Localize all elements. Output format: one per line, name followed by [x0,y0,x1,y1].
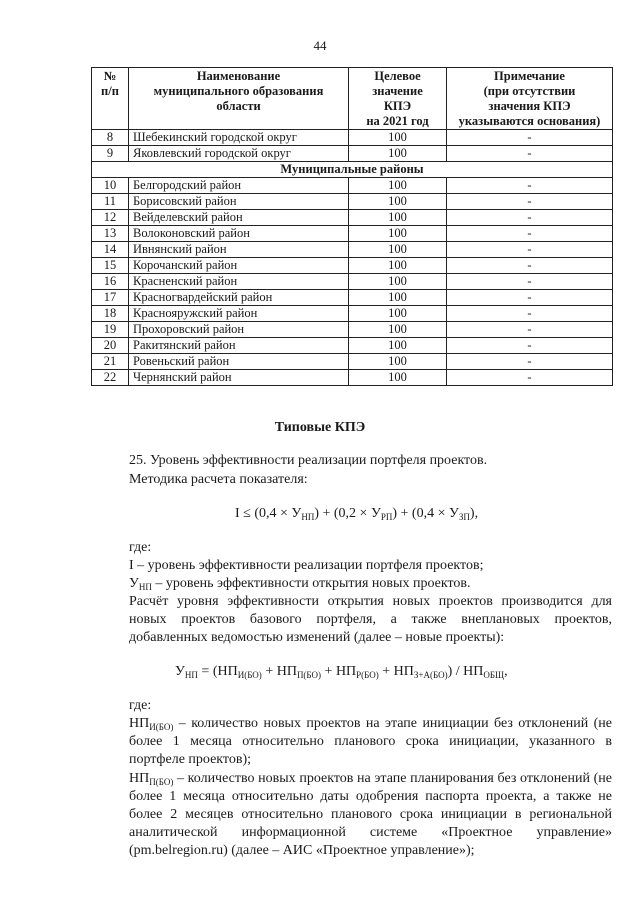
row-note: - [447,194,613,210]
row-number: 21 [92,354,129,370]
header-name-line: Наименование [196,69,281,83]
row-value: 100 [349,130,447,146]
row-note: - [447,226,613,242]
row-number: 10 [92,178,129,194]
table-row [92,146,613,162]
table-row [92,194,613,210]
formula-sub: З+А(БО) [413,670,448,680]
row-note: - [447,290,613,306]
item-title: 25. Уровень эффективности реализации портфеля проектов. [129,453,488,468]
where-label: где: [129,540,152,555]
header-note-title: Примечание [494,69,565,83]
formula-sub: И(БО) [237,670,262,680]
row-name: Яковлевский городской округ [129,146,349,162]
table-row [92,370,613,386]
row-note: - [447,242,613,258]
row-note: - [447,258,613,274]
row-value: 100 [349,370,447,386]
formula-sub: ЗП [458,512,470,522]
header-value-line: на 2021 год [366,114,429,128]
table-row [92,290,613,306]
term-sub: НП [138,582,152,592]
row-note: - [447,130,613,146]
definition-np-initiation [91,715,612,769]
term-sub: П(БО) [149,777,174,787]
row-note: - [447,322,613,338]
row-number: 8 [92,130,129,146]
formula-part: = (НП [197,664,238,679]
formula-part: I ≤ (0,4 × У [235,506,302,521]
term-text: – уровень эффективности открытия новых проектов. [151,576,471,591]
header-num-line: п/п [101,84,119,98]
formula-part: ) + (0,2 × У [314,506,381,521]
formula-part: , [504,664,508,679]
formula-part: ) / НП [447,664,484,679]
table-row [92,338,613,354]
header-value-line: Целевое [374,69,421,83]
row-name: Корочанский район [129,258,349,274]
row-note: - [447,306,613,322]
table-row [92,210,613,226]
formula-sub: НП [184,670,198,680]
formula-sub: НП [301,512,315,522]
row-name: Ивнянский район [129,242,349,258]
row-name: Чернянский район [129,370,349,386]
row-value: 100 [349,226,447,242]
row-note: - [447,370,613,386]
row-note: - [447,338,613,354]
row-value: 100 [349,274,447,290]
table-row [92,226,613,242]
header-note-line: значения КПЭ [488,99,571,113]
method-label: Методика расчета показателя: [129,472,308,487]
formula-part: ) + (0,4 × У [392,506,459,521]
paragraph-calculation: Расчёт уровня эффективности открытия новых проектов производится для новых проектов базового портфеля, а также внеплановых проектов, добавленных ведомостью изменений (далее – новые проекты): [129,594,612,645]
header-value [349,68,447,130]
table-row [92,306,613,322]
row-note: - [447,178,613,194]
row-name: Красненский район [129,274,349,290]
formula-part: + НП [378,664,414,679]
row-number: 22 [92,370,129,386]
row-number: 18 [92,306,129,322]
row-name: Ракитянский район [129,338,349,354]
row-number: 14 [92,242,129,258]
term-text: – количество новых проектов на этапе инициации без отклонений (не более 1 месяца относительно планового срока инициации, указанного в портфеле проектов); [129,716,612,767]
row-value: 100 [349,354,447,370]
where-label: где: [129,698,152,713]
row-number: 11 [92,194,129,210]
row-value: 100 [349,322,447,338]
row-name: Белгородский район [129,178,349,194]
table-row [92,242,613,258]
section-heading: Типовые КПЭ [274,420,366,435]
header-note [447,68,613,130]
term-sub: И(БО) [149,722,174,732]
header-note-line: (при отсутствии [483,84,576,98]
formula-part: У [175,664,185,679]
term: НП [129,716,150,731]
row-note: - [447,354,613,370]
page-number: 44 [313,38,327,53]
term-text: – количество новых проектов на этапе планирования без отклонений (не более 1 месяца относительно даты одобрения паспорта проекта, а также не более 2 месяцев относительно планового срока инициации в региональной аналитической информационной системе «Проектное управление» (pm.belregion.ru) (далее – АИС «Проектное управление»); [129,771,612,858]
row-value: 100 [349,146,447,162]
row-value: 100 [349,178,447,194]
row-value: 100 [349,194,447,210]
row-number: 12 [92,210,129,226]
row-number: 17 [92,290,129,306]
section-title: Муниципальные районы [92,162,613,178]
row-note: - [447,274,613,290]
table-row [92,274,613,290]
definition-i: I – уровень эффективности реализации портфеля проектов; [129,558,484,573]
formula-part: ), [469,506,479,521]
row-value: 100 [349,338,447,354]
header-name-line: муниципального образования [153,84,324,98]
table-row [92,130,613,146]
term: У [129,576,139,591]
table-row [92,322,613,338]
header-num-line: № [103,69,117,83]
section-row [92,162,613,178]
header-value-line: КПЭ [383,99,412,113]
row-number: 19 [92,322,129,338]
formula-sub: ОБЩ [483,670,505,680]
row-name: Вейделевский район [129,210,349,226]
row-number: 16 [92,274,129,290]
table-row [92,258,613,274]
formula-part: + НП [261,664,297,679]
row-value: 100 [349,210,447,226]
term: НП [129,771,150,786]
formula-sub: П(БО) [296,670,322,680]
formula-sub: Р(БО) [356,670,379,680]
row-name: Борисовский район [129,194,349,210]
row-name: Волоконовский район [129,226,349,242]
row-name: Ровеньский район [129,354,349,370]
formula-part: + НП [321,664,357,679]
header-value-line: значение [372,84,423,98]
header-num [92,68,129,130]
row-note: - [447,210,613,226]
header-name [129,68,349,130]
table-header-row [92,68,613,130]
header-name-line: области [216,99,261,113]
formula-efficiency [235,506,478,522]
row-value: 100 [349,290,447,306]
kpe-table [91,67,613,386]
row-name: Краснояружский район [129,306,349,322]
row-value: 100 [349,306,447,322]
row-number: 20 [92,338,129,354]
row-note: - [447,146,613,162]
definition-unp [91,575,612,593]
row-name: Шебекинский городской округ [129,130,349,146]
formula-new-projects [175,664,508,680]
row-value: 100 [349,242,447,258]
header-note-line: указываются основания) [458,114,601,128]
row-number: 15 [92,258,129,274]
row-name: Прохоровский район [129,322,349,338]
row-number: 9 [92,146,129,162]
row-name: Красногвардейский район [129,290,349,306]
formula-sub: РП [380,512,393,522]
table-row [92,354,613,370]
definition-np-planning [91,770,612,860]
row-number: 13 [92,226,129,242]
row-value: 100 [349,258,447,274]
table-row [92,178,613,194]
